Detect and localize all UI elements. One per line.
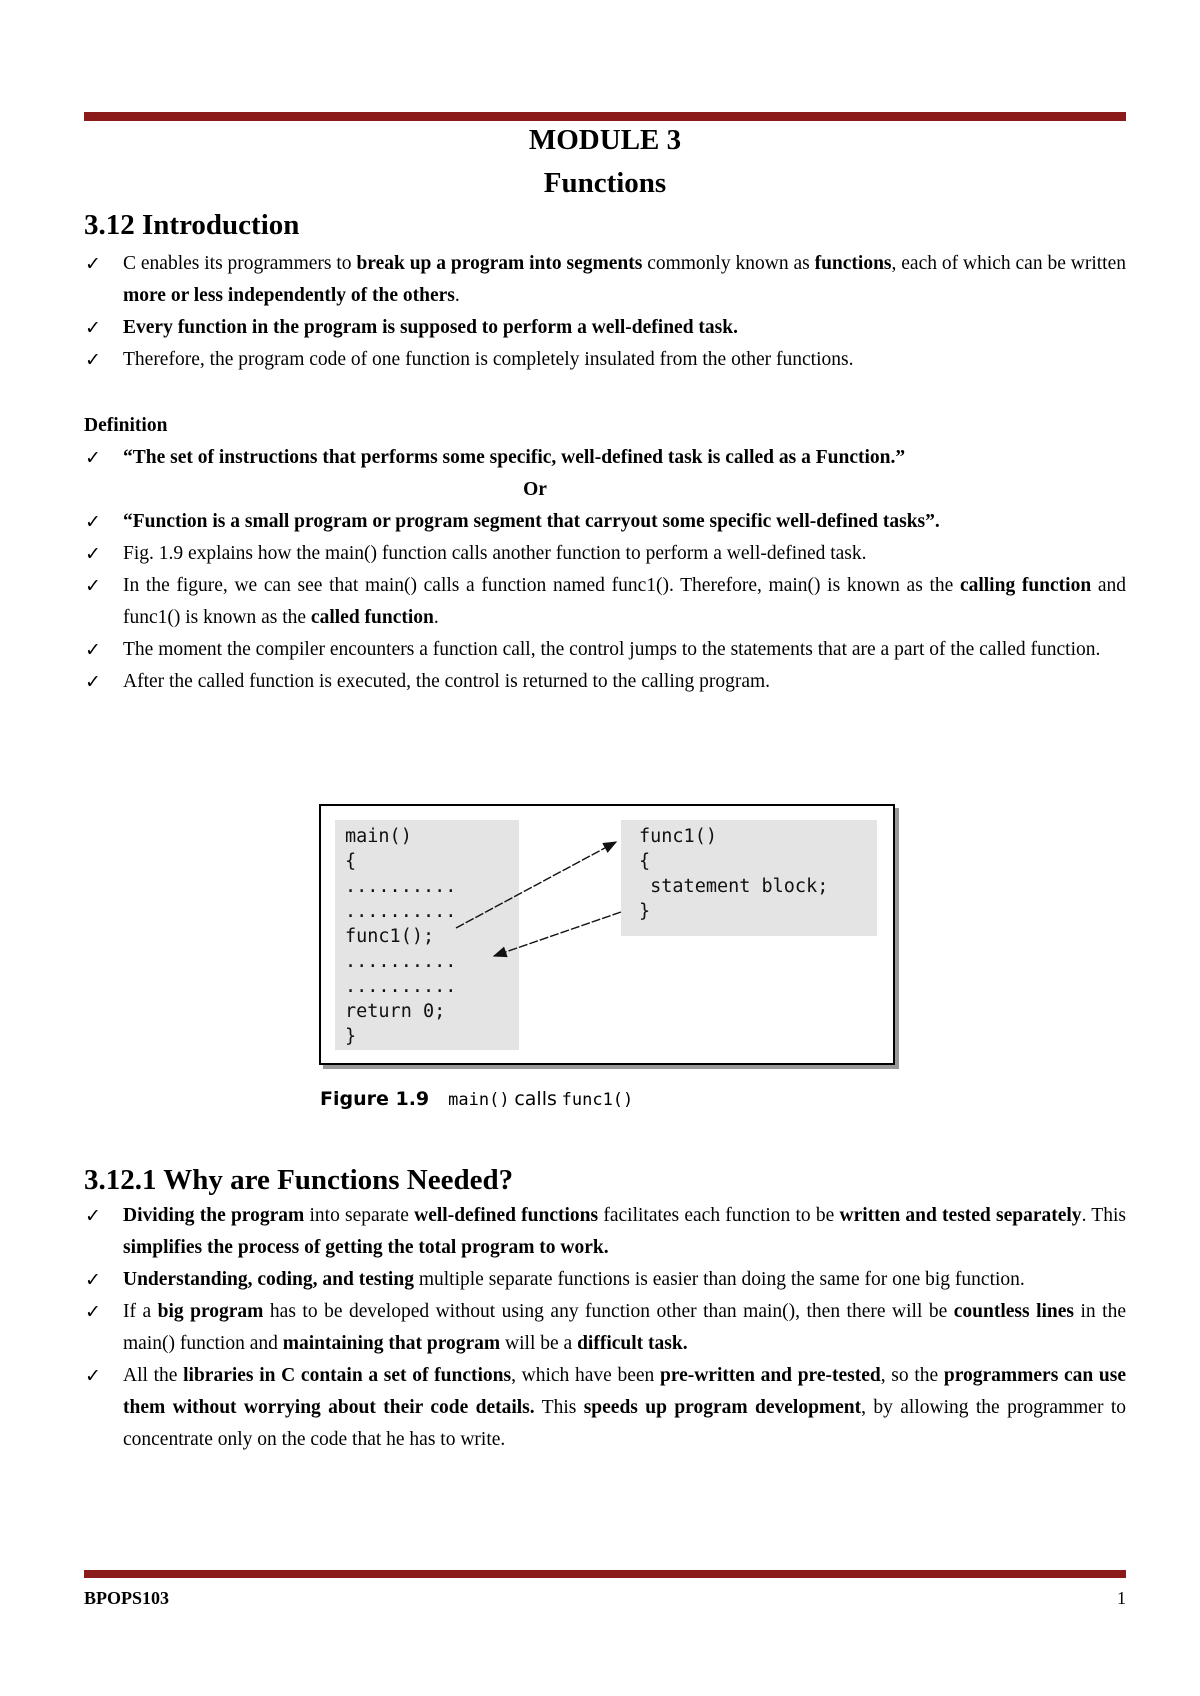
list-item bbox=[84, 1360, 1126, 1456]
checkmark-icon: ✓ bbox=[85, 639, 101, 661]
page-number: 1 bbox=[1117, 1588, 1126, 1608]
checkmark-icon: ✓ bbox=[85, 1365, 101, 1387]
checkmark-icon: ✓ bbox=[85, 349, 101, 371]
list-text: maintaining that program bbox=[282, 1333, 501, 1354]
list-text: difficult task. bbox=[577, 1333, 688, 1354]
checkmark-icon: ✓ bbox=[85, 317, 101, 339]
list-text: written and tested separately bbox=[839, 1205, 1082, 1226]
why-list bbox=[84, 1200, 1126, 1456]
or-separator: Or bbox=[523, 479, 547, 500]
list-text: C enables its programmers to bbox=[123, 253, 357, 274]
definition-section bbox=[84, 410, 1126, 698]
intro-heading: 3.12 Introduction bbox=[84, 209, 300, 241]
list-text: more or less independently of the others bbox=[123, 285, 455, 306]
list-text: , which have been bbox=[511, 1365, 660, 1386]
code-line: { bbox=[345, 851, 357, 872]
list-text: called function bbox=[310, 607, 434, 628]
checkmark-icon: ✓ bbox=[85, 671, 101, 693]
list-text: The moment the compiler encounters a function call, the control jumps to the statements that are a part of the called function. bbox=[123, 639, 1101, 660]
list-text: If a bbox=[123, 1301, 158, 1322]
code-line: .......... bbox=[345, 976, 457, 997]
call-arrow bbox=[456, 842, 616, 928]
list-text: and func1() is known as the bbox=[123, 575, 1126, 628]
list-text: well-defined functions bbox=[414, 1205, 599, 1226]
checkmark-icon: ✓ bbox=[85, 447, 101, 469]
list-text: countless lines bbox=[953, 1301, 1075, 1322]
definition-quote-2: “Function is a small program or program segment that carryout some specific well-defined tasks”. bbox=[123, 511, 940, 532]
code-line: func1() bbox=[639, 826, 717, 847]
list-text: big program bbox=[157, 1301, 264, 1322]
page-title: Functions bbox=[543, 167, 667, 199]
checkmark-icon: ✓ bbox=[85, 543, 101, 565]
list-text: In the figure, we can see that main() calls a function named func1(). Therefore, main() is known as the bbox=[123, 575, 960, 596]
return-arrow bbox=[494, 912, 621, 956]
list-text: programmers can use them without worrying about their code details. bbox=[123, 1365, 1126, 1418]
list-item bbox=[84, 442, 1126, 474]
figure-caption bbox=[320, 1088, 633, 1111]
list-text: , each of which can be written bbox=[891, 253, 1126, 274]
bottom-rule bbox=[84, 1570, 1126, 1578]
list-item bbox=[84, 506, 1126, 538]
checkmark-icon: ✓ bbox=[85, 511, 101, 533]
code-line: return 0; bbox=[345, 1001, 446, 1022]
code-line: statement block; bbox=[639, 876, 829, 897]
list-text: , by allowing the programmer to concentrate only on the code that he has to write. bbox=[123, 1397, 1126, 1450]
code-line: { bbox=[639, 851, 651, 872]
code-line: .......... bbox=[345, 951, 457, 972]
list-text: functions bbox=[814, 253, 892, 274]
checkmark-icon: ✓ bbox=[85, 1301, 101, 1323]
code-line: } bbox=[639, 901, 651, 922]
list-text: This bbox=[534, 1397, 584, 1418]
list-text: Dividing the program bbox=[123, 1205, 305, 1226]
list-text: After the called function is executed, the control is returned to the calling program. bbox=[123, 671, 771, 692]
caption-label: Figure 1.9 bbox=[320, 1088, 430, 1110]
intro-list bbox=[84, 248, 1126, 376]
list-text: multiple separate functions is easier than doing the same for one big function. bbox=[413, 1269, 1025, 1290]
list-text: libraries in C contain a set of functions bbox=[183, 1365, 512, 1386]
module-title: MODULE 3 bbox=[528, 124, 682, 156]
list-item bbox=[84, 666, 1126, 698]
list-text: Therefore, the program code of one function is completely insulated from the other functions. bbox=[123, 349, 854, 370]
course-code: BPOPS103 bbox=[84, 1588, 170, 1608]
list-item bbox=[84, 1264, 1126, 1296]
caption-func1: func1() bbox=[561, 1090, 634, 1110]
list-text: speeds up program development bbox=[583, 1397, 862, 1418]
list-item bbox=[84, 248, 1126, 312]
list-text: simplifies the process of getting the total program to work. bbox=[123, 1237, 609, 1258]
list-text: has to be developed without using any function other than main(), then there will be bbox=[263, 1301, 954, 1322]
checkmark-icon: ✓ bbox=[85, 1269, 101, 1291]
caption-word: calls bbox=[514, 1088, 557, 1110]
top-rule bbox=[84, 112, 1126, 121]
checkmark-icon: ✓ bbox=[85, 1205, 101, 1227]
definition-quote-1: “The set of instructions that performs some specific, well-defined task is called as a Function.” bbox=[123, 447, 906, 468]
code-line: func1(); bbox=[345, 926, 435, 947]
list-text: break up a program into segments bbox=[356, 253, 643, 274]
list-text: . bbox=[433, 607, 439, 628]
list-text: will be a bbox=[500, 1333, 578, 1354]
list-text: pre-written and pre-tested bbox=[659, 1365, 881, 1386]
code-line: .......... bbox=[345, 901, 457, 922]
list-text: calling function bbox=[959, 575, 1092, 596]
list-text: . This bbox=[1081, 1205, 1126, 1226]
code-line: main() bbox=[345, 826, 412, 847]
list-item bbox=[84, 538, 1126, 570]
checkmark-icon: ✓ bbox=[85, 253, 101, 275]
list-item bbox=[84, 1200, 1126, 1264]
call-arrows bbox=[321, 806, 893, 1063]
list-item bbox=[84, 570, 1126, 634]
list-text: facilitates each function to be bbox=[598, 1205, 840, 1226]
list-item bbox=[84, 312, 1126, 344]
list-text: Understanding, coding, and testing bbox=[123, 1269, 414, 1290]
list-text: Every function in the program is supposed to perform a well-defined task. bbox=[123, 317, 738, 338]
checkmark-icon: ✓ bbox=[85, 575, 101, 597]
caption-main: main() bbox=[448, 1090, 510, 1110]
code-line: .......... bbox=[345, 876, 457, 897]
list-item bbox=[84, 634, 1126, 666]
list-text: commonly known as bbox=[642, 253, 815, 274]
figure-1-9 bbox=[319, 804, 895, 1065]
list-text: All the bbox=[123, 1365, 184, 1386]
definition-list bbox=[84, 538, 1126, 698]
definition-title: Definition bbox=[84, 415, 168, 436]
code-line: } bbox=[345, 1026, 357, 1047]
list-text: into separate bbox=[304, 1205, 415, 1226]
why-heading: 3.12.1 Why are Functions Needed? bbox=[84, 1164, 514, 1196]
list-text: , so the bbox=[880, 1365, 944, 1386]
list-text: Fig. 1.9 explains how the main() function calls another function to perform a well-defined task. bbox=[123, 543, 867, 564]
list-text: . bbox=[454, 285, 460, 306]
list-item bbox=[84, 1296, 1126, 1360]
list-text: in the main() function and bbox=[123, 1301, 1126, 1354]
list-item bbox=[84, 344, 1126, 376]
